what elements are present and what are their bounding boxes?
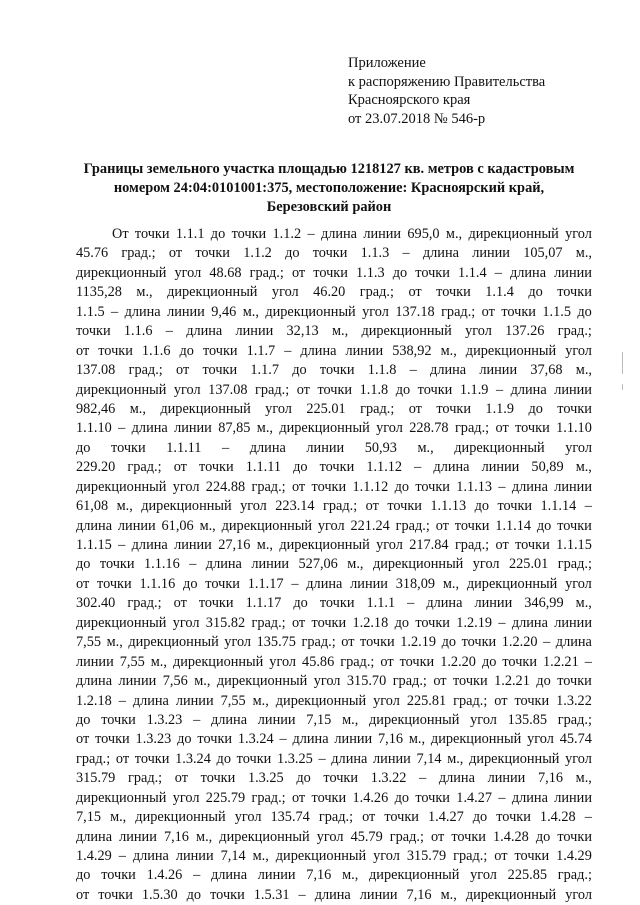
body-line: от точки 1.1.6 до точки 1.1.7 – длина линии 538,92 м., дирекционный угол	[76, 342, 592, 359]
body-line: 7,15 м., дирекционный угол 135.74 град.; от точки 1.4.27 до точки 1.4.28 –	[76, 809, 592, 826]
body-line: 315.79 град.; от точки 1.3.25 до точки 1.3.22 – длина линии 7,16 м.,	[76, 770, 592, 787]
body-line: длина линии 7,16 м., дирекционный угол 45.79 град.; от точки 1.4.28 до точки	[76, 828, 592, 845]
body-line: от точки 1.1.16 до точки 1.1.17 – длина линии 318,09 м., дирекционный угол	[76, 575, 592, 592]
title-line: Березовский район	[266, 199, 392, 215]
appendix-line: Красноярского края	[348, 92, 471, 108]
body-line: 7,55 м., дирекционный угол 135.75 град.; от точки 1.2.19 до точки 1.2.20 – длина	[76, 634, 592, 651]
appendix-line: Приложение	[348, 55, 426, 71]
body-line: 1.1.10 – длина линии 87,85 м., дирекционный угол 228.78 град.; от точки 1.1.10	[76, 420, 592, 437]
body-line: 982,46 м., дирекционный угол 225.01 град.; от точки 1.1.9 до точки	[76, 400, 592, 417]
scan-margin-mark	[622, 352, 623, 374]
body-line: 1.2.18 – длина линии 7,55 м., дирекционный угол 225.81 град.; от точки 1.3.22	[76, 692, 592, 709]
body-line: дирекционный угол 225.79 град.; от точки 1.4.26 до точки 1.4.27 – длина линии	[76, 789, 592, 806]
body-line: до точки 1.4.26 – длина линии 7,16 м., дирекционный угол 225.85 град.;	[76, 867, 592, 884]
body-line: град.; от точки 1.3.24 до точки 1.3.25 – длина линии 7,14 м., дирекционный угол	[76, 750, 592, 767]
appendix-block	[348, 54, 608, 128]
document-body	[76, 225, 592, 905]
body-line: дирекционный угол 48.68 град.; от точки 1.1.3 до точки 1.1.4 – длина линии	[76, 264, 592, 281]
document-title	[66, 160, 592, 217]
body-line: дирекционный угол 315.82 град.; от точки 1.2.18 до точки 1.2.19 – длина линии	[76, 614, 592, 631]
scan-margin-mark	[622, 384, 623, 390]
body-line: 45.76 град.; от точки 1.1.2 до точки 1.1.3 – длина линии 105,07 м.,	[76, 245, 592, 262]
body-line: до точки 1.3.23 – длина линии 7,15 м., дирекционный угол 135.85 град.;	[76, 711, 592, 728]
body-line: линии 7,55 м., дирекционный угол 45.86 град.; от точки 1.2.20 до точки 1.2.21 –	[76, 653, 592, 670]
body-line: дирекционный угол 137.08 град.; от точки 1.1.8 до точки 1.1.9 – длина линии	[76, 381, 592, 398]
body-line: 61,08 м., дирекционный угол 223.14 град.; от точки 1.1.13 до точки 1.1.14 –	[76, 498, 592, 515]
body-line: длина линии 61,06 м., дирекционный угол 221.24 град.; от точки 1.1.14 до точки	[76, 517, 592, 534]
body-line: от точки 1.5.30 до точки 1.5.31 – длина линии 7,16 м., дирекционный угол	[76, 886, 592, 903]
body-line: От точки 1.1.1 до точки 1.1.2 – длина линии 695,0 м., дирекционный угол	[112, 226, 592, 242]
appendix-line: к распоряжению Правительства	[348, 73, 546, 90]
body-line: 302.40 град.; от точки 1.1.17 до точки 1.1.1 – длина линии 346,99 м.,	[76, 595, 592, 612]
body-line: 1.1.15 – длина линии 27,16 м., дирекционный угол 217.84 град.; от точки 1.1.15	[76, 537, 592, 553]
appendix-line: от 23.07.2018 № 546-р	[348, 110, 486, 127]
body-line: 1.1.5 – длина линии 9,46 м., дирекционный угол 137.18 град.; от точки 1.1.5 до	[76, 303, 592, 320]
title-line: номером 24:04:0101001:375, местоположение: Красноярский край,	[113, 180, 545, 196]
body-line: длина линии 7,56 м., дирекционный угол 315.70 град.; от точки 1.2.21 до точки	[76, 673, 592, 690]
title-line: Границы земельного участка площадью 1218127 кв. метров с кадастровым	[83, 161, 575, 177]
body-line: 1.4.29 – длина линии 7,14 м., дирекционный угол 315.79 град.; от точки 1.4.29	[76, 848, 592, 864]
body-line: дирекционный угол 224.88 град.; от точки 1.1.12 до точки 1.1.13 – длина линии	[76, 478, 592, 495]
body-line: 229.20 град.; от точки 1.1.11 до точки 1.1.12 – длина линии 50,89 м.,	[76, 459, 592, 476]
body-line: до точки 1.1.11 – длина линии 50,93 м., дирекционный угол	[76, 439, 592, 456]
body-line: от точки 1.3.23 до точки 1.3.24 – длина линии 7,16 м., дирекционный угол 45.74	[76, 731, 592, 748]
body-line: точки 1.1.6 – длина линии 32,13 м., дирекционный угол 137.26 град.;	[76, 323, 592, 340]
body-line: до точки 1.1.16 – длина линии 527,06 м., дирекционный угол 225.01 град.;	[76, 556, 592, 573]
body-line: 137.08 град.; от точки 1.1.7 до точки 1.1.8 – длина линии 37,68 м.,	[76, 362, 592, 379]
body-line: 1135,28 м., дирекционный угол 46.20 град.; от точки 1.1.4 до точки	[76, 284, 592, 301]
